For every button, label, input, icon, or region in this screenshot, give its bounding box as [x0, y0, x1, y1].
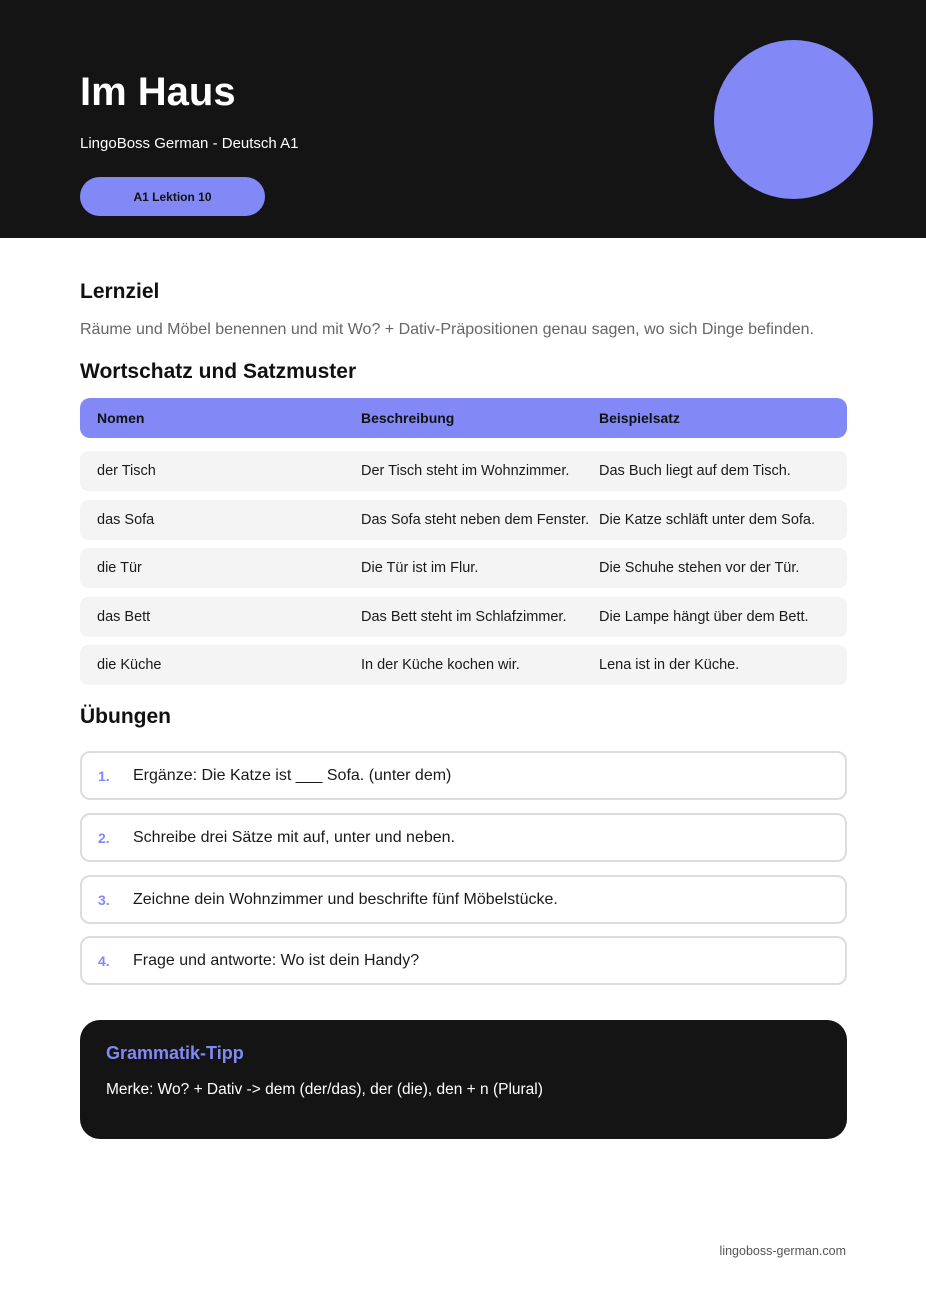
page-subtitle: LingoBoss German - Deutsch A1 — [80, 135, 299, 152]
example-cell: Lena ist in der Küche. — [599, 657, 740, 674]
example-cell: Die Schuhe stehen vor der Tür. — [599, 560, 800, 577]
column-header-noun: Nomen — [97, 410, 145, 426]
noun-cell: die Tür — [97, 560, 142, 577]
exercise-item — [80, 875, 847, 924]
exercise-item — [80, 751, 847, 800]
exercise-text: Ergänze: Die Katze ist ___ Sofa. (unter dem) — [133, 766, 452, 784]
exercise-text: Zeichne dein Wohnzimmer und beschrifte fünf Möbelstücke. — [133, 890, 558, 908]
table-row — [80, 597, 847, 637]
table-header — [80, 398, 847, 438]
page-title: Im Haus — [80, 70, 236, 114]
table-row — [80, 548, 847, 588]
footer-url: lingoboss-german.com — [719, 1244, 846, 1258]
exercise-item — [80, 813, 847, 862]
lesson-badge: A1 Lektion 10 — [80, 177, 265, 216]
goal-text: Räume und Möbel benennen und mit Wo? + Dativ-Präpositionen genau sagen, wo sich Dinge befinden. — [80, 321, 814, 338]
table-row — [80, 500, 847, 540]
exercise-text: Frage und antworte: Wo ist dein Handy? — [133, 951, 420, 969]
table-row — [80, 645, 847, 685]
exercise-item — [80, 936, 847, 985]
description-cell: Der Tisch steht im Wohnzimmer. — [361, 463, 570, 479]
table-row — [80, 451, 847, 491]
example-cell: Die Lampe hängt über dem Bett. — [599, 608, 809, 625]
example-cell: Die Katze schläft unter dem Sofa. — [599, 511, 815, 528]
grammar-tip-box — [80, 1020, 847, 1139]
column-header-description: Beschreibung — [361, 410, 455, 426]
description-cell: Die Tür ist im Flur. — [361, 560, 479, 577]
noun-cell: der Tisch — [97, 463, 156, 479]
noun-cell: das Bett — [97, 608, 151, 625]
header-banner — [0, 0, 926, 238]
exercise-number: 3. — [98, 891, 110, 908]
exercise-number: 4. — [98, 952, 110, 969]
decorative-circle — [714, 40, 873, 199]
column-header-example: Beispielsatz — [599, 410, 680, 426]
exercise-number: 1. — [98, 767, 110, 784]
grammar-tip-title: Grammatik-Tipp — [106, 1043, 244, 1063]
grammar-tip-text: Merke: Wo? + Dativ -> dem (der/das), der (die), den + n (Plural) — [106, 1081, 543, 1098]
exercises-heading: Übungen — [80, 705, 171, 728]
vocab-heading: Wortschatz und Satzmuster — [80, 360, 357, 383]
vocab-table — [80, 398, 847, 694]
exercise-text: Schreibe drei Sätze mit auf, unter und neben. — [133, 828, 455, 846]
noun-cell: die Küche — [97, 657, 162, 674]
exercise-number: 2. — [98, 829, 110, 846]
example-cell: Das Buch liegt auf dem Tisch. — [599, 463, 791, 479]
description-cell: Das Bett steht im Schlafzimmer. — [361, 608, 567, 625]
description-cell: In der Küche kochen wir. — [361, 657, 520, 674]
noun-cell: das Sofa — [97, 511, 155, 528]
description-cell: Das Sofa steht neben dem Fenster. — [361, 511, 590, 528]
goal-heading: Lernziel — [80, 280, 160, 303]
